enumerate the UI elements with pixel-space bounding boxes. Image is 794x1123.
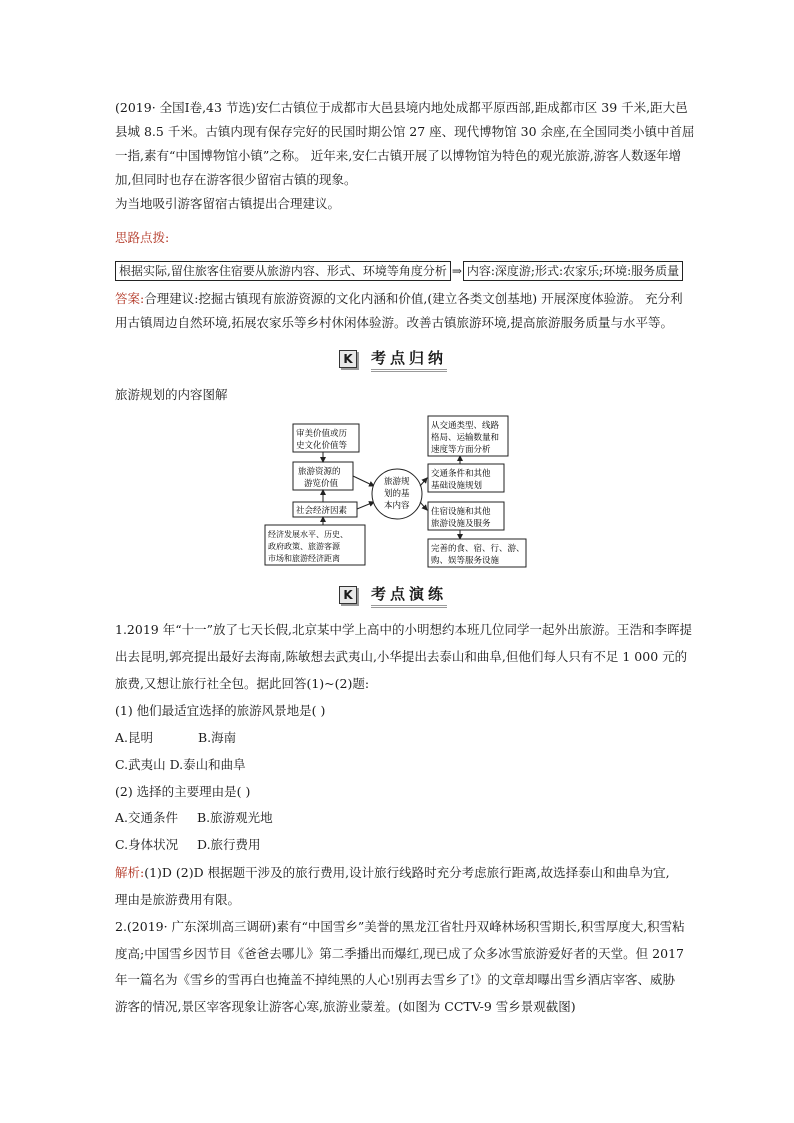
q1-sub2-options-row-2 [115,833,261,857]
hint-label: 思路点拨: [115,230,170,245]
q1-analysis-line-1 [115,861,670,885]
q2-line-3: 年一篇名为《雪乡的雪再白也掩盖不掉纯黑的人心!别再去雪乡了!》的文章却曝出雪乡酒店宰客、威胁 [115,972,676,987]
diagram-connector-l3-center [357,502,374,509]
diagram-text-r1-0: 从交通类型、线路 [431,421,500,431]
q1-sub2-options-row-1 [115,806,273,830]
diagram-connector-l2-center [353,476,374,486]
option-b: B.旅游观光地 [197,810,273,825]
diagram-text-l1-1: 史文化价值等 [296,441,348,451]
option-d: D.泰山和曲阜 [169,757,246,772]
answer-label: 答案: [115,291,145,306]
q1-sub2: (2) 选择的主要理由是( ) [115,784,251,799]
option-d: D.旅行费用 [197,837,261,852]
q1-line-2: 出去昆明,郭亮提出最好去海南,陈敏想去武夷山,小华提出去泰山和曲阜,但他们每人只有不足 1 000 元的 [115,649,688,664]
q2-line-4: 游客的情况,景区宰客现象让游客心寒,旅游业蒙羞。(如图为 CCTV-9 雪乡景观截图) [115,999,576,1014]
q1-sub1-options-row-2 [115,753,246,777]
diagram-text-r1-1: 格局、运输数量和 [431,433,500,443]
k-badge-icon: K [339,586,357,604]
tourism-planning-diagram [260,412,535,572]
option-a: A.昆明 [115,730,154,745]
diagram-text-l2-1: 游览价值 [304,479,339,489]
question-text: 为当地吸引游客留宿古镇提出合理建议。 [115,196,341,211]
answer-text-1: 合理建议:挖掘古镇现有旅游资源的文化内涵和价值,(建立各类文创基地) 开展深度体验游。 充分利 [144,291,683,306]
q1-line-3: 旅费,又想让旅行社全包。据此回答(1)~(2)题: [115,676,370,691]
intro-line-1: (2019· 全国Ⅰ卷,43 节选)安仁古镇位于成都市大邑县境内地处成都平原西部,距成都市区 39 千米,距大邑 [115,100,688,115]
q1-line-1: 1.2019 年“十一”放了七天长假,北京某中学上高中的小明想约本班几位同学一起外出旅游。王浩和李晖提 [115,622,692,637]
analysis-label: 解析: [115,865,145,880]
diagram-center-1: 划的基 [384,489,410,499]
section-title-practice: 考点演练 [371,583,447,608]
q2-line-2: 度高;中国雪乡因节目《爸爸去哪儿》第二季播出而爆红,现已成了众多冰雪旅游爱好者的天堂。但 2017 [115,946,684,961]
diagram-text-l4-2: 市场和旅游经济距离 [268,554,340,563]
q1-sub1: (1) 他们最适宜选择的旅游风景地是( ) [115,703,326,718]
diagram-title: 旅游规划的内容图解 [115,387,228,402]
option-c: C.武夷山 [115,757,166,772]
intro-line-2: 县城 8.5 千米。古镇内现有保存完好的民国时期公馆 27 座、现代博物馆 30 余座,在全国同类小镇中首屈 [115,124,695,139]
section-banner-practice [339,583,455,607]
double-arrow-icon: ⇒ [451,264,462,278]
k-badge-icon: K [339,350,357,368]
diagram-text-r1-2: 速度等方面分析 [431,445,491,455]
diagram-text-r3-0: 住宿设施和其他 [431,507,491,517]
diagram-text-l4-1: 政府政策、旅游客源 [268,542,340,551]
hint-box-conclusion: 内容:深度游;形式:农家乐;环境:服务质量 [463,261,683,281]
answer-line-1 [115,287,683,311]
diagram-center-2: 本内容 [384,501,410,511]
option-a: A.交通条件 [115,810,179,825]
q1-sub1-options-row-1 [115,726,236,750]
intro-line-3: 一指,素有“中国博物馆小镇”之称。 近年来,安仁古镇开展了以博物馆为特色的观光旅游,游客人数逐年增 [115,148,682,163]
diagram-text-l2-0: 旅游资源的 [298,467,341,477]
q1-analysis-line-2: 理由是旅游费用有限。 [115,892,241,907]
section-banner-summary [339,347,455,371]
diagram-connector-center-r2 [420,478,427,486]
diagram-text-l4-0: 经济发展水平、历史、 [268,530,348,539]
hint-flow [115,261,683,281]
q2-line-1: 2.(2019· 广东深圳高三调研)素有“中国雪乡”美誉的黑龙江省牡丹双峰林场积雪期长,积雪厚度大,积雪粘 [115,919,685,934]
diagram-text-l3-0: 社会经济因素 [296,506,348,516]
diagram-text-l1-0: 审美价值或历 [296,429,348,439]
intro-line-4: 加,但同时也存在游客很少留宿古镇的现象。 [115,172,357,187]
option-c: C.身体状况 [115,837,179,852]
diagram-text-r4-1: 购、娱等服务设施 [431,556,500,566]
answer-line-2: 用古镇周边自然环境,拓展农家乐等乡村休闲体验游。改善古镇旅游环境,提高旅游服务质量与水平等。 [115,315,673,330]
hint-box-reasoning: 根据实际,留住旅客住宿要从旅游内容、形式、环境等角度分析 [115,261,451,281]
diagram-connector-center-r3 [420,502,427,510]
section-title-summary: 考点归纳 [371,347,447,372]
option-b: B.海南 [198,730,237,745]
diagram-center-0: 旅游规 [384,477,410,487]
diagram-text-r3-1: 旅游设施及服务 [431,519,491,529]
diagram-text-r2-0: 交通条件和其他 [431,469,491,479]
diagram-text-r4-0: 完善的食、宿、行、游、 [431,544,525,554]
diagram-text-r2-1: 基础设施规划 [431,481,483,491]
analysis-text-1: (1)D (2)D 根据题干涉及的旅行费用,设计旅行线路时充分考虑旅行距离,故选择泰山和曲阜为宜, [144,865,670,880]
